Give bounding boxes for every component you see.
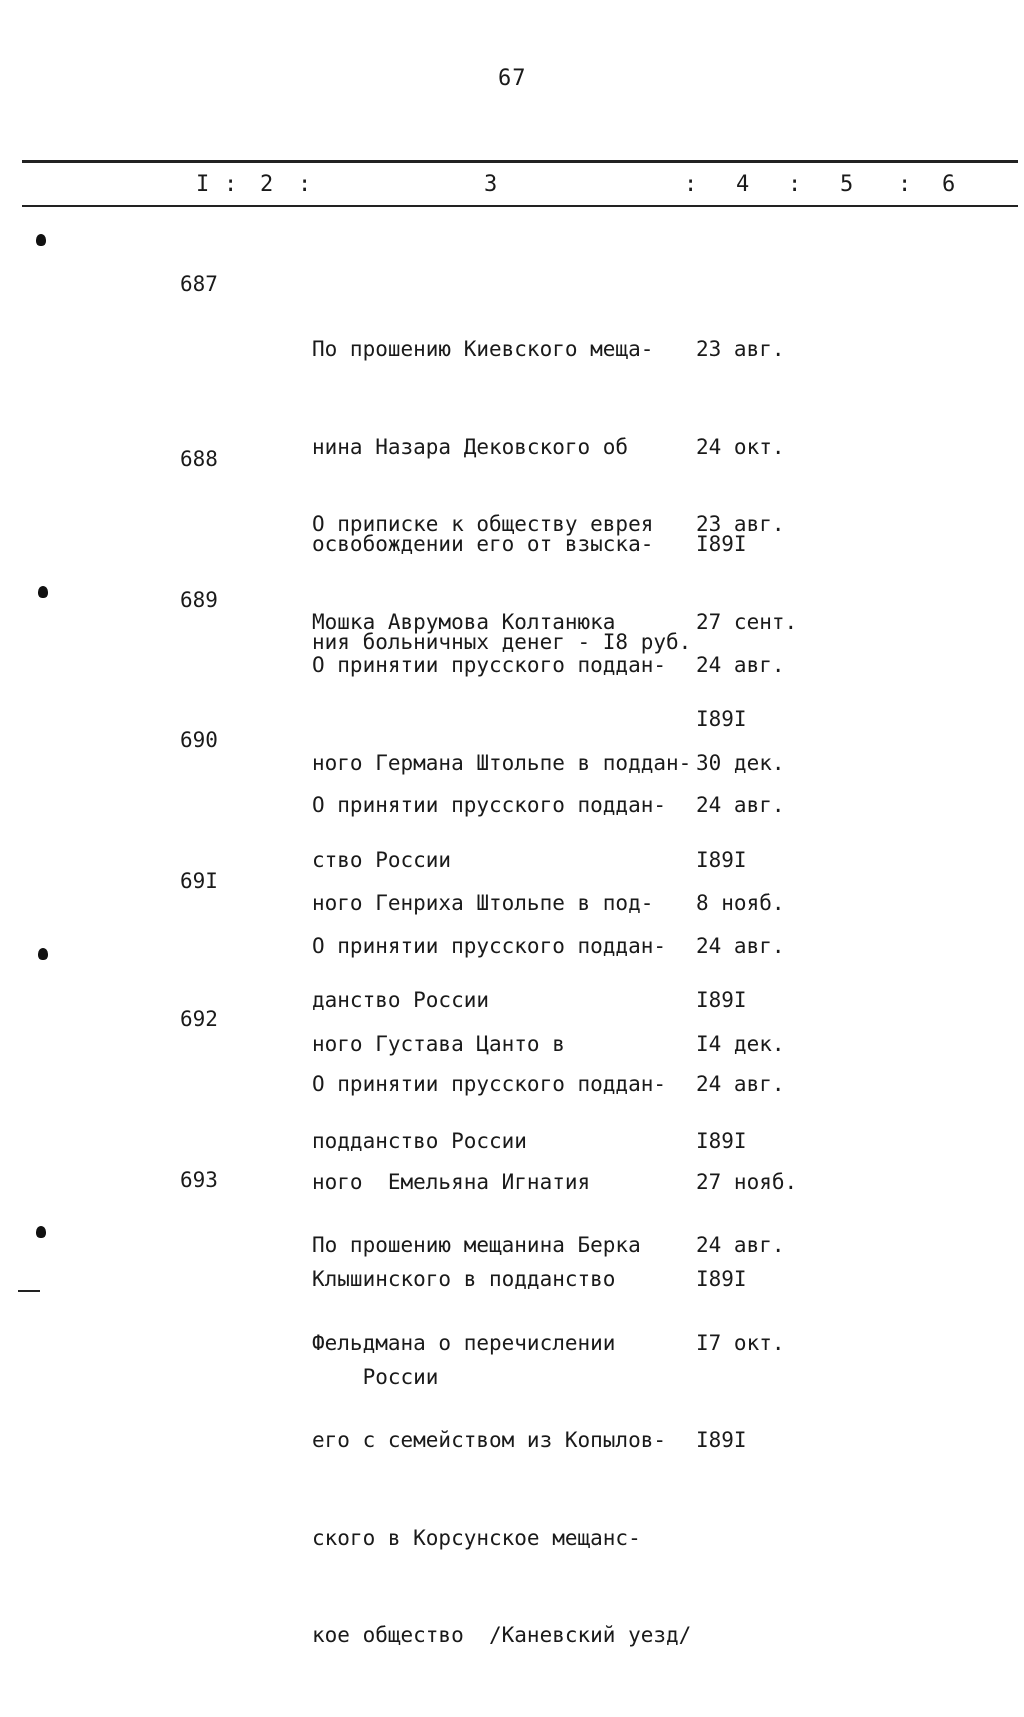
description-line: подданство России bbox=[312, 1129, 527, 1153]
description-line: ного Германа Штольпе в поддан- bbox=[312, 750, 692, 775]
binding-hole-mark bbox=[38, 586, 48, 598]
column-separator: : bbox=[224, 172, 238, 197]
column-header-4: 4 bbox=[736, 172, 750, 197]
top-rule bbox=[22, 160, 1018, 163]
date-year: I89I bbox=[696, 848, 747, 872]
description-line: О принятии прусского поддан- bbox=[312, 653, 667, 677]
description-line: Фельдмана о перечислении bbox=[312, 1330, 616, 1355]
date-year: I89I bbox=[696, 1129, 747, 1153]
date-end: 30 дек. bbox=[696, 750, 785, 775]
description-line: ство России bbox=[312, 848, 452, 872]
date-start: 24 авг. bbox=[696, 1233, 785, 1257]
date-start: 24 авг. bbox=[696, 793, 785, 817]
description-line: ного Генриха Штольпе в под- bbox=[312, 890, 654, 915]
entry-description bbox=[312, 1164, 691, 1717]
entry-number: 688 bbox=[180, 447, 218, 471]
binding-hole-mark bbox=[36, 1226, 46, 1238]
date-year: I89I bbox=[696, 988, 747, 1012]
entry-number: 69I bbox=[180, 869, 218, 893]
date-end: 8 нояб. bbox=[696, 890, 785, 915]
column-separator: : bbox=[684, 172, 698, 197]
description-line: ного Густава Цанто в bbox=[312, 1031, 565, 1056]
entry-dates bbox=[696, 1164, 785, 1522]
date-end: 24 окт. bbox=[696, 434, 785, 459]
description-line: данство России bbox=[312, 988, 490, 1012]
column-header-row bbox=[0, 172, 1024, 200]
column-header-2: 2 bbox=[260, 172, 274, 197]
description-line: ского в Корсунское мещанс- bbox=[312, 1525, 641, 1550]
page-number: 67 bbox=[498, 66, 527, 91]
entry-number: 693 bbox=[180, 1168, 218, 1192]
date-end: 27 нояб. bbox=[696, 1169, 798, 1194]
description-line: О принятии прусского поддан- bbox=[312, 793, 667, 817]
date-start: 23 авг. bbox=[696, 337, 785, 361]
margin-dash bbox=[18, 1290, 40, 1292]
column-header-5: 5 bbox=[840, 172, 854, 197]
column-header-1: I bbox=[196, 172, 210, 197]
binding-hole-mark bbox=[38, 948, 48, 960]
bottom-rule bbox=[22, 205, 1018, 207]
description-line: О приписке к обществу еврея bbox=[312, 512, 654, 536]
description-line: ного Емельяна Игнатия bbox=[312, 1169, 591, 1194]
description-line: Мошка Аврумова Колтанюка bbox=[312, 609, 616, 634]
description-line: ния больничных денег - I8 руб. bbox=[312, 629, 692, 654]
column-header-6: 6 bbox=[942, 172, 956, 197]
date-year: I89I bbox=[696, 707, 747, 731]
entry-number: 690 bbox=[180, 728, 218, 752]
date-start: 24 авг. bbox=[696, 1072, 785, 1096]
description-line: нина Назара Дековского об bbox=[312, 434, 629, 459]
date-end: I4 дек. bbox=[696, 1031, 785, 1056]
date-year: I89I bbox=[696, 1267, 747, 1291]
column-separator: : bbox=[788, 172, 802, 197]
entry-number: 689 bbox=[180, 588, 218, 612]
description-line: О принятии прусского поддан- bbox=[312, 1072, 667, 1096]
column-separator: : bbox=[298, 172, 312, 197]
date-end: I7 окт. bbox=[696, 1330, 785, 1355]
description-line: освобождении его от взыска- bbox=[312, 532, 654, 556]
date-end: 27 сент. bbox=[696, 609, 798, 634]
description-line: России bbox=[312, 1364, 439, 1389]
description-line: Клышинского в подданство bbox=[312, 1267, 616, 1291]
binding-hole-mark bbox=[36, 234, 46, 246]
entry-number: 692 bbox=[180, 1007, 218, 1031]
column-header-3: 3 bbox=[484, 172, 498, 197]
description-line: его с семейством из Копылов- bbox=[312, 1428, 667, 1452]
description-line: О принятии прусского поддан- bbox=[312, 934, 667, 958]
description-line: По прошению Киевского меща- bbox=[312, 337, 654, 361]
date-start: 23 авг. bbox=[696, 512, 785, 536]
column-separator: : bbox=[898, 172, 912, 197]
date-year: I89I bbox=[696, 532, 747, 556]
date-start: 24 авг. bbox=[696, 934, 785, 958]
date-year: I89I bbox=[696, 1428, 747, 1452]
description-line: кое общество /Каневский уезд/ bbox=[312, 1623, 692, 1647]
entry-number: 687 bbox=[180, 272, 218, 296]
date-start: 24 авг. bbox=[696, 653, 785, 677]
description-line: По прошению мещанина Берка bbox=[312, 1233, 641, 1257]
